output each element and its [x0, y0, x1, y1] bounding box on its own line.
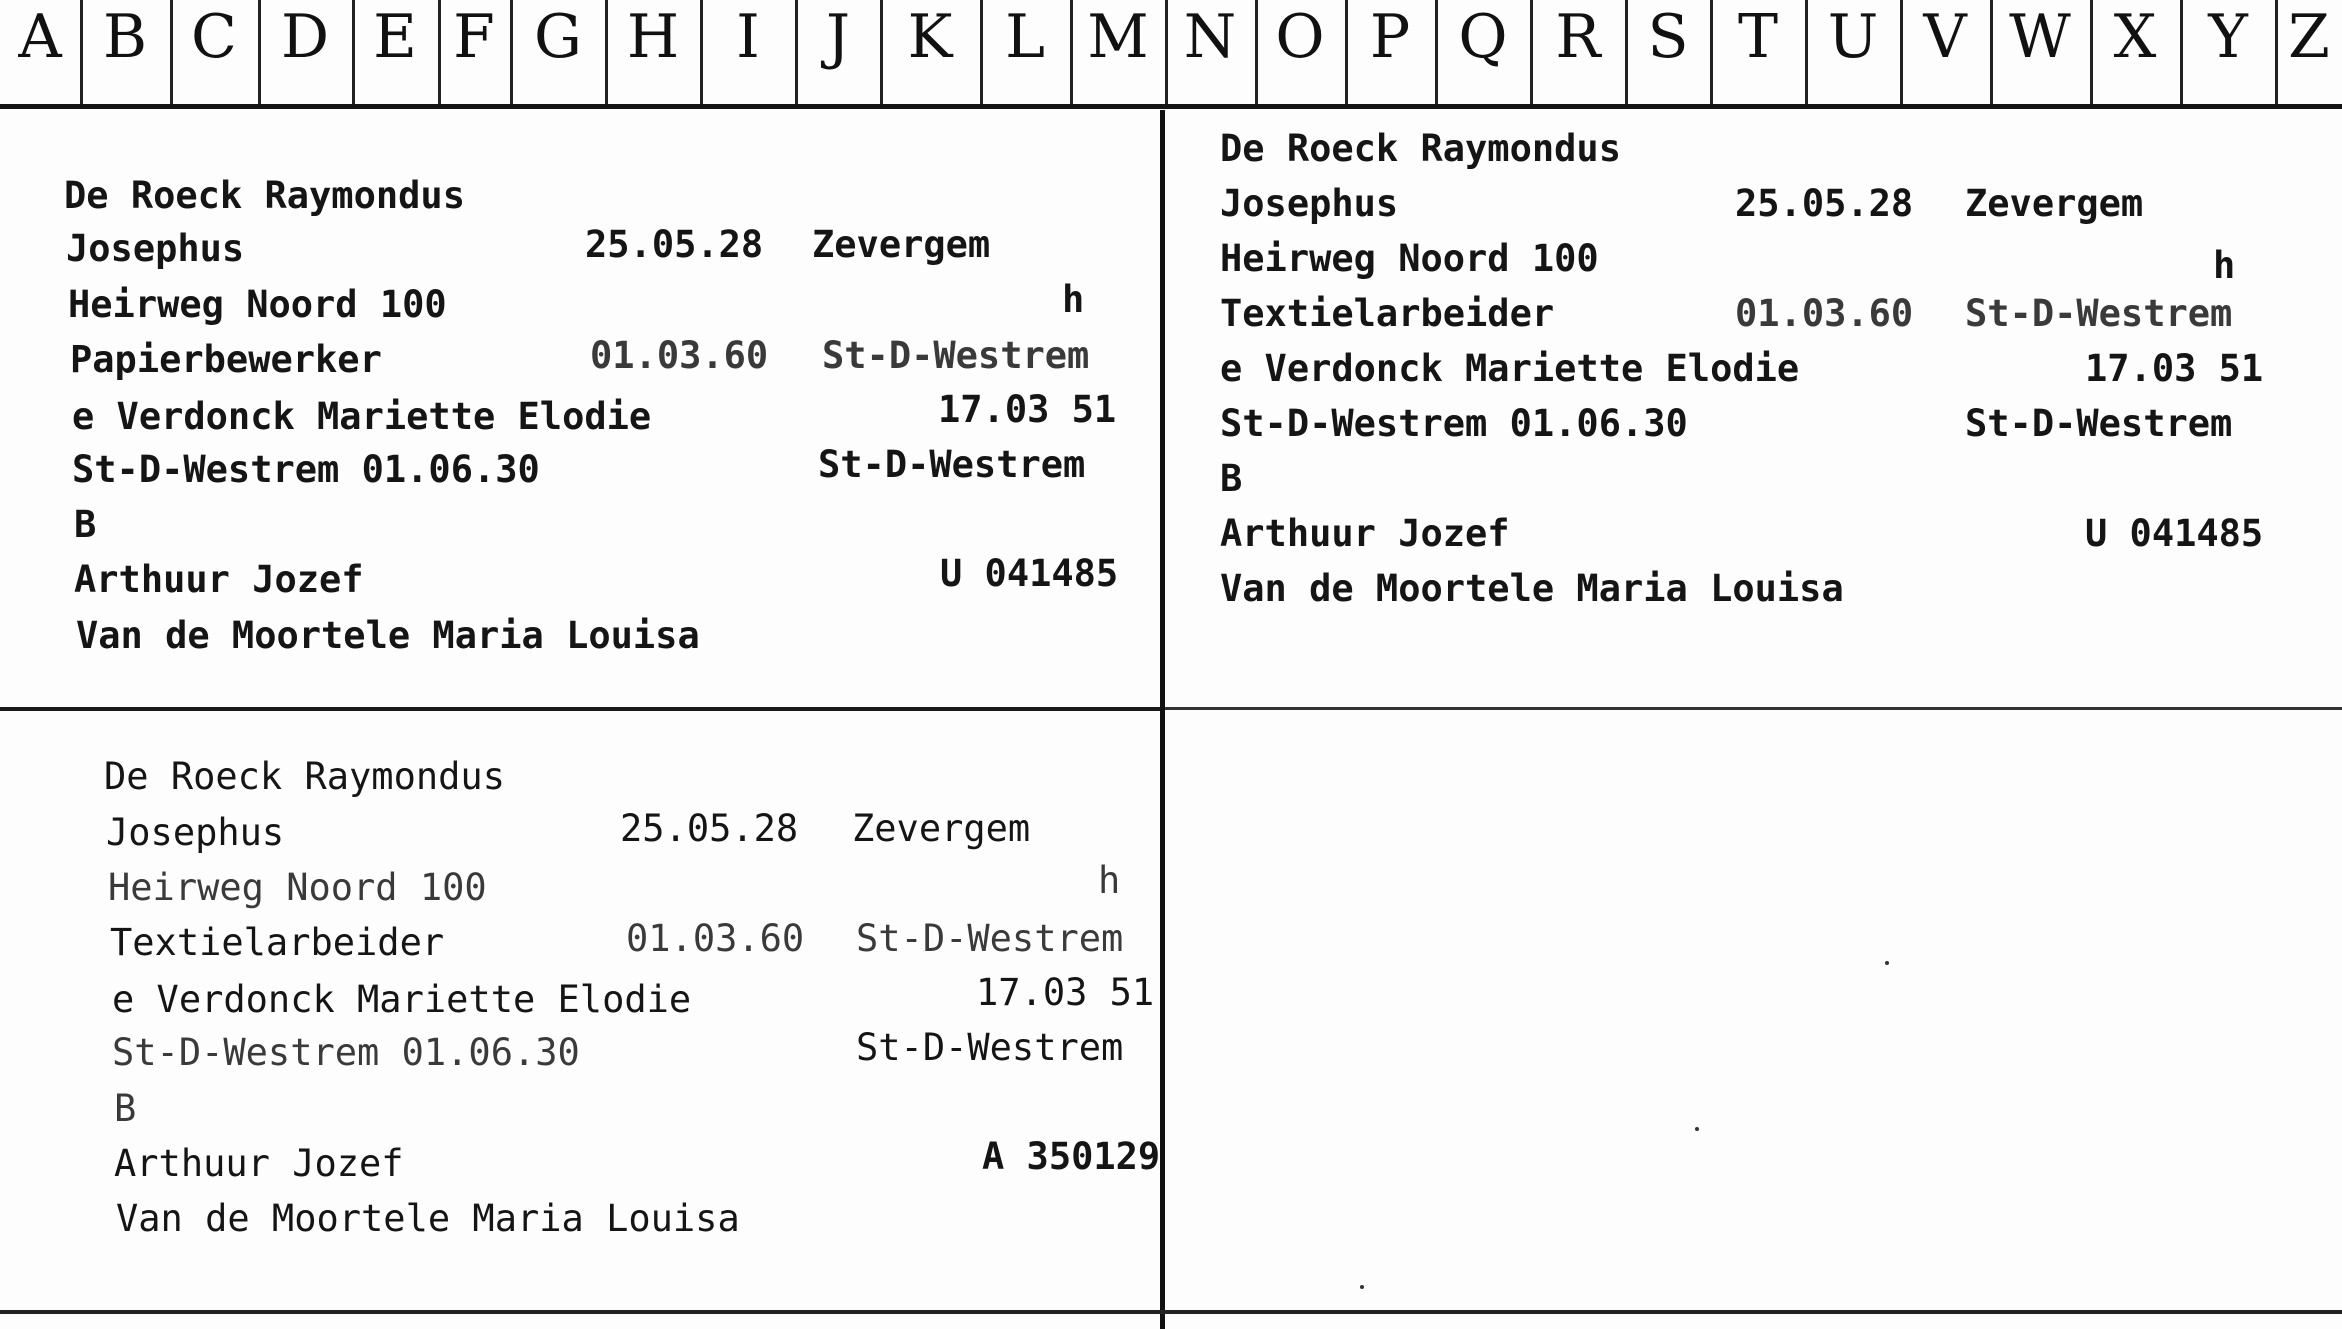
alphabet-letter-b: B	[102, 2, 148, 72]
card-address: Heirweg Noord 100	[108, 866, 487, 909]
alphabet-letter-v: V	[1923, 2, 1967, 72]
alphabet-letter-t: T	[1737, 2, 1779, 72]
alphabet-divider	[1255, 0, 1258, 104]
card-father: Arthuur Jozef	[74, 558, 364, 601]
alphabet-divider	[1530, 0, 1533, 104]
card-address: Heirweg Noord 100	[1220, 237, 1599, 280]
bottom-rule	[0, 1310, 2342, 1314]
card-birth-place: Zevergem	[852, 807, 1031, 850]
alphabet-divider	[1710, 0, 1713, 104]
card-code: B	[74, 503, 97, 546]
card-given-name: Josephus	[66, 227, 245, 270]
card-reference-number: U 041485	[940, 552, 1119, 595]
alphabet-letter-p: P	[1369, 2, 1411, 72]
alphabet-letter-c: C	[191, 2, 237, 72]
card-occupation: Papierbewerker	[70, 338, 382, 381]
alphabet-letter-i: I	[736, 2, 760, 72]
alphabet-divider	[1805, 0, 1808, 104]
record-card-top-left	[0, 110, 1160, 707]
alphabet-divider	[1435, 0, 1438, 104]
card-mother: Van de Moortele Maria Louisa	[76, 614, 700, 657]
card-since-date: 01.03.60	[626, 917, 805, 960]
alphabet-letter-y: Y	[2208, 2, 2248, 72]
alphabet-letter-j: J	[825, 2, 851, 72]
alphabet-divider	[170, 0, 173, 104]
alphabet-letter-d: D	[280, 2, 330, 72]
card-spouse-origin: St-D-Westrem	[818, 443, 1086, 486]
alphabet-index-rule	[0, 104, 2342, 109]
card-spouse: e Verdonck Mariette Elodie	[112, 978, 692, 1021]
card-marker: h	[2213, 244, 2236, 287]
alphabet-divider	[2180, 0, 2183, 104]
card-since-place: St-D-Westrem	[856, 917, 1124, 960]
card-occupation: Textielarbeider	[1220, 292, 1555, 335]
card-marriage-date: 17.03 51	[2085, 347, 2264, 390]
alphabet-letter-o: O	[1275, 2, 1325, 72]
scan-speck	[1695, 1127, 1699, 1131]
card-spouse-birth: St-D-Westrem 01.06.30	[112, 1031, 580, 1074]
alphabet-divider	[605, 0, 608, 104]
alphabet-divider	[258, 0, 261, 104]
card-since-place: St-D-Westrem	[822, 334, 1090, 377]
alphabet-divider	[1900, 0, 1903, 104]
alphabet-divider	[980, 0, 983, 104]
alphabet-divider	[700, 0, 703, 104]
card-spouse-origin: St-D-Westrem	[1965, 402, 2233, 445]
card-marriage-date: 17.03 51	[938, 388, 1117, 431]
card-birth-place: Zevergem	[812, 223, 991, 266]
card-spouse-origin: St-D-Westrem	[856, 1026, 1124, 1069]
empty-card-slot	[1165, 711, 2342, 1310]
card-marriage-date: 17.03 51	[976, 971, 1155, 1014]
card-birth-date: 25.05.28	[1735, 182, 1914, 225]
card-father: Arthuur Jozef	[1220, 512, 1510, 555]
card-code: B	[1220, 457, 1243, 500]
card-name: De Roeck Raymondus	[64, 174, 465, 217]
record-card-bottom-left	[0, 711, 1160, 1310]
card-birth-date: 25.05.28	[585, 223, 764, 266]
alphabet-divider	[510, 0, 513, 104]
card-spouse: e Verdonck Mariette Elodie	[72, 395, 652, 438]
card-mother: Van de Moortele Maria Louisa	[1220, 567, 1844, 610]
card-reference-number: U 041485	[2085, 512, 2264, 555]
alphabet-letter-u: U	[1827, 2, 1879, 72]
alphabet-divider	[1345, 0, 1348, 104]
alphabet-divider	[352, 0, 355, 104]
record-card-top-right	[1165, 110, 2342, 707]
card-since-date: 01.03.60	[590, 334, 769, 377]
alphabet-letter-k: K	[907, 2, 953, 72]
card-given-name: Josephus	[1220, 182, 1399, 225]
alphabet-divider	[2090, 0, 2093, 104]
card-spouse-birth: St-D-Westrem 01.06.30	[1220, 402, 1688, 445]
alphabet-letter-h: H	[626, 2, 680, 72]
card-address: Heirweg Noord 100	[68, 283, 447, 326]
card-marker: h	[1062, 278, 1085, 321]
alphabet-divider	[795, 0, 798, 104]
alphabet-letter-s: S	[1647, 2, 1689, 72]
card-occupation: Textielarbeider	[110, 921, 445, 964]
card-birth-date: 25.05.28	[620, 807, 799, 850]
alphabet-letter-n: N	[1183, 2, 1237, 72]
alphabet-divider	[880, 0, 883, 104]
card-reference-number: A 350129	[982, 1135, 1161, 1178]
alphabet-divider	[2275, 0, 2278, 104]
alphabet-letter-f: F	[453, 2, 495, 72]
scan-speck	[1885, 961, 1889, 965]
alphabet-letter-a: A	[18, 2, 62, 72]
alphabet-letter-e: E	[373, 2, 417, 72]
card-name: De Roeck Raymondus	[104, 755, 505, 798]
alphabet-divider	[80, 0, 83, 104]
card-code: B	[114, 1087, 137, 1130]
alphabet-letter-g: G	[534, 2, 582, 72]
card-birth-place: Zevergem	[1965, 182, 2144, 225]
scan-speck	[1360, 1285, 1364, 1289]
horizontal-divider-right	[1165, 707, 2342, 710]
alphabet-letter-w: W	[2009, 2, 2071, 72]
card-given-name: Josephus	[106, 811, 285, 854]
card-name: De Roeck Raymondus	[1220, 127, 1621, 170]
card-since-date: 01.03.60	[1735, 292, 1914, 335]
alphabet-divider	[438, 0, 441, 104]
card-mother: Van de Moortele Maria Louisa	[116, 1197, 740, 1240]
alphabet-divider	[1070, 0, 1073, 104]
alphabet-divider	[1990, 0, 1993, 104]
card-marker: h	[1098, 859, 1121, 902]
card-spouse: e Verdonck Mariette Elodie	[1220, 347, 1800, 390]
alphabet-letter-q: Q	[1458, 2, 1508, 72]
alphabet-letter-l: L	[1005, 2, 1045, 72]
alphabet-letter-z: Z	[2288, 2, 2330, 72]
card-since-place: St-D-Westrem	[1965, 292, 2233, 335]
alphabet-letter-r: R	[1555, 2, 1601, 72]
card-spouse-birth: St-D-Westrem 01.06.30	[72, 448, 540, 491]
card-father: Arthuur Jozef	[114, 1142, 404, 1185]
alphabet-letter-m: M	[1087, 2, 1149, 72]
alphabet-divider	[1165, 0, 1168, 104]
alphabet-index	[0, 0, 2342, 110]
alphabet-letter-x: X	[2113, 2, 2157, 72]
alphabet-divider	[1625, 0, 1628, 104]
